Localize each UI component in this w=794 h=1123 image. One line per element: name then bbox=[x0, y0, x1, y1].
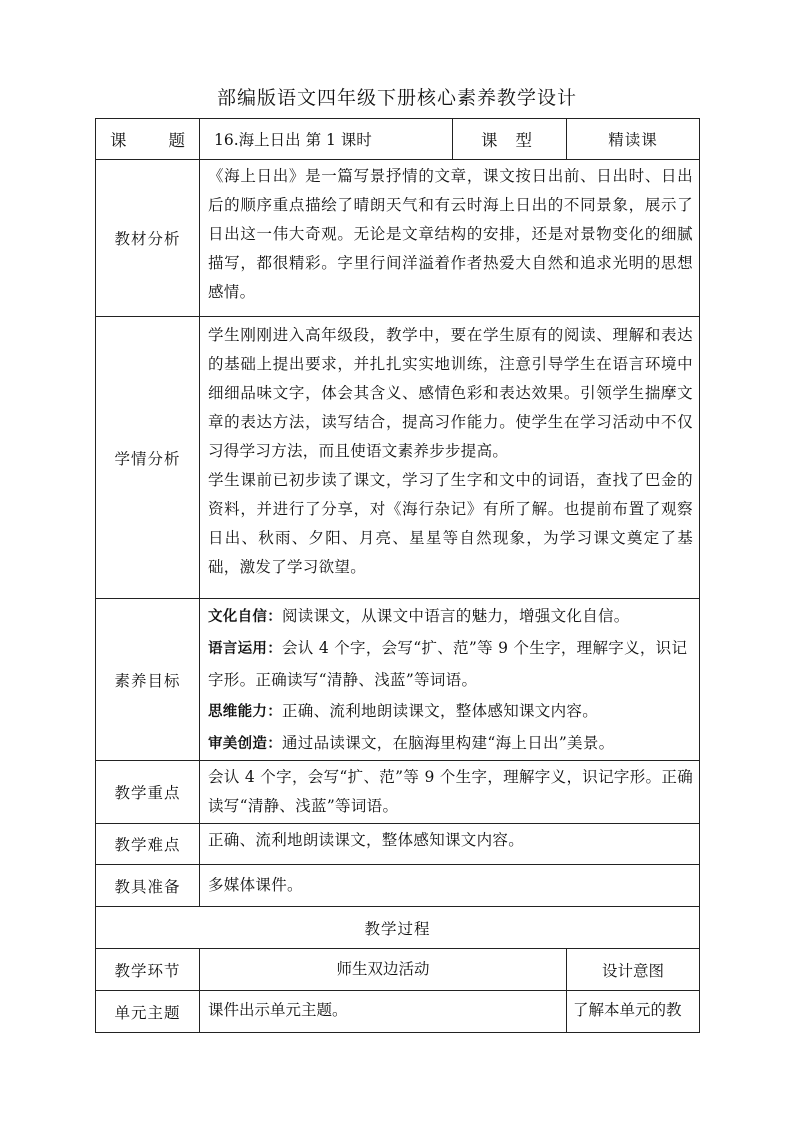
difficulties-cell bbox=[200, 824, 700, 865]
textbook-analysis-cell bbox=[200, 160, 700, 317]
type-label-char-2: 型 bbox=[515, 131, 532, 150]
intent-column-header: 设计意图 bbox=[567, 949, 700, 991]
goal-text: 阅读课文，从课文中语言的魅力，增强文化自信。 bbox=[282, 607, 630, 625]
activity-column-header: 师生双边活动 bbox=[336, 960, 430, 978]
type-label-cell bbox=[453, 119, 567, 160]
textbook-analysis-text: 《海上日出》是一篇写景抒情的文章，课文按日出前、日出时、日出后的顺序重点描绘了晴朗天气和有云时海上日出的不同景象，展示了日出这一伟大奇观。无论是文章结构的安排，还是对景物变化的细腻描写，都很精彩。字里行间洋溢着作者热爱大自然和追求光明的思想感情。 bbox=[208, 167, 693, 301]
goal-key: 思维能力： bbox=[208, 704, 282, 720]
student-analysis-label: 学情分析 bbox=[96, 317, 200, 599]
difficulties-text: 正确、流利地朗读课文，整体感知课文内容。 bbox=[208, 831, 525, 849]
key-points-label: 教学重点 bbox=[96, 761, 200, 824]
student-analysis-paragraph-2: 学生课前已初步读了课文，学习了生字和文中的词语，查找了巴金的资料，并进行了分享，对《海行杂记》有所了解。也提前布置了观察日出、秋雨、夕阳、月亮、星星等自然现象，为学习课文奠定了基础，激发了学习欲望。 bbox=[208, 471, 693, 576]
student-analysis-cell bbox=[200, 317, 700, 599]
goal-text: 会认 4 个字，会写“扩、范”等 9 个生字，理解字义，识记字形。正确读写“清静、浅蓝”等词语。 bbox=[208, 639, 688, 689]
goal-key: 文化自信： bbox=[208, 609, 282, 625]
literacy-goals-label: 素养目标 bbox=[96, 599, 200, 761]
process-activity: 课件出示单元主题。 bbox=[208, 1001, 348, 1019]
materials-text: 多媒体课件。 bbox=[208, 876, 303, 894]
goal-item-language bbox=[200, 633, 699, 696]
textbook-analysis-label: 教材分析 bbox=[96, 160, 200, 317]
topic-label-char-2: 题 bbox=[168, 131, 185, 150]
document-title: 部编版语文四年级下册核心素养教学设计 bbox=[216, 87, 577, 109]
process-row bbox=[96, 991, 700, 1033]
key-points-row bbox=[96, 761, 700, 824]
process-activity-cell bbox=[200, 991, 567, 1033]
goal-item-culture bbox=[200, 601, 699, 633]
goal-item-thinking bbox=[200, 696, 699, 728]
literacy-goals-row bbox=[96, 599, 700, 761]
literacy-goals-cell bbox=[200, 599, 700, 761]
student-analysis-paragraph-1: 学生刚刚进入高年级段，教学中，要在学生原有的阅读、理解和表达的基础上提出要求，并扎扎实实地训练，注意引导学生在语言环境中细细品味文字，体会其含义、感情色彩和表达效果。引领学生揣摩文章的表达方法，读写结合，提高习作能力。使学生在学习活动中不仅习得学习方法，而且使语文素养步步提高。 bbox=[208, 326, 693, 460]
type-value: 精读课 bbox=[567, 119, 700, 160]
stage-column-header: 教学环节 bbox=[96, 949, 200, 991]
key-points-cell bbox=[200, 761, 700, 824]
process-stage: 单元主题 bbox=[96, 991, 200, 1033]
difficulties-row bbox=[96, 824, 700, 865]
student-analysis-row bbox=[96, 317, 700, 599]
lesson-plan-table bbox=[95, 118, 700, 1033]
header-row bbox=[96, 119, 700, 160]
goal-text: 通过品读课文，在脑海里构建“海上日出”美景。 bbox=[282, 734, 615, 752]
activity-column-header-cell bbox=[200, 949, 567, 991]
type-label-char-1: 课 bbox=[481, 131, 498, 150]
materials-row bbox=[96, 865, 700, 907]
process-intent-cell bbox=[567, 991, 700, 1033]
process-intent: 了解本单元的教 bbox=[573, 1001, 682, 1019]
process-heading: 教学过程 bbox=[96, 907, 700, 949]
materials-label: 教具准备 bbox=[96, 865, 200, 907]
process-columns-row bbox=[96, 949, 700, 991]
topic-label-cell bbox=[96, 119, 200, 160]
topic-label-char-1: 课 bbox=[110, 131, 127, 150]
process-heading-row bbox=[96, 907, 700, 949]
difficulties-label: 教学难点 bbox=[96, 824, 200, 865]
materials-cell bbox=[200, 865, 700, 907]
topic-value: 16.海上日出 第 1 课时 bbox=[214, 131, 372, 149]
goal-text: 正确、流利地朗读课文，整体感知课文内容。 bbox=[282, 702, 599, 720]
topic-value-cell bbox=[200, 119, 453, 160]
textbook-analysis-row bbox=[96, 160, 700, 317]
goal-key: 审美创造： bbox=[208, 736, 282, 752]
key-points-text: 会认 4 个字，会写“扩、范”等 9 个生字，理解字义，识记字形。正确读写“清静、浅蓝”等词语。 bbox=[208, 768, 693, 815]
goal-item-aesthetic bbox=[200, 728, 699, 760]
goal-key: 语言运用： bbox=[208, 641, 282, 657]
